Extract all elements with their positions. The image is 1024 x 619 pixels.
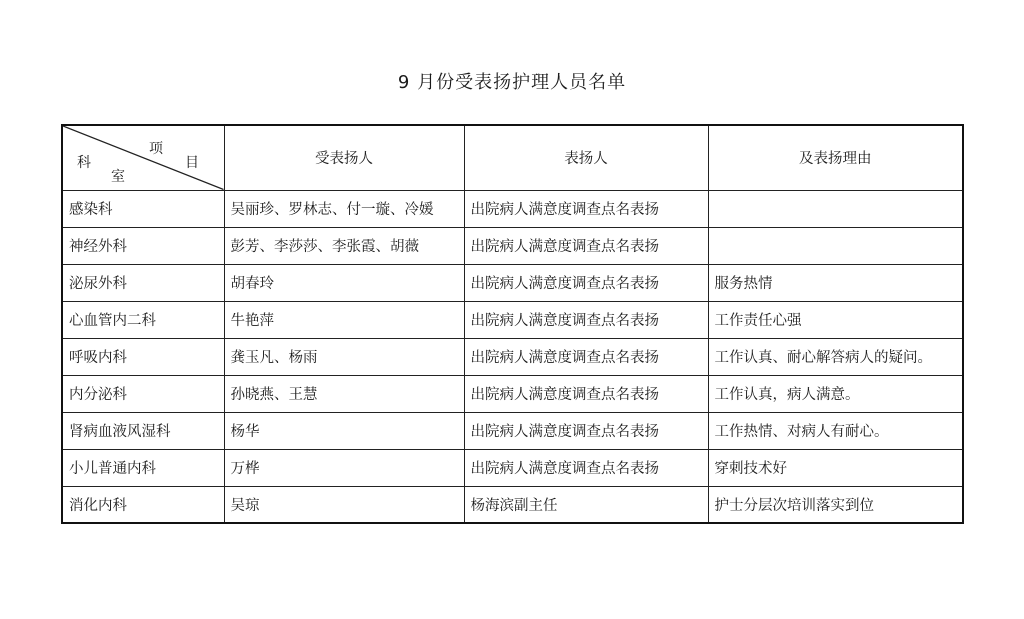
cell-praised-person: 孙晓燕、王慧 xyxy=(224,375,464,412)
table-row xyxy=(62,486,963,523)
cell-praised-person: 万桦 xyxy=(224,449,464,486)
cell-department: 泌尿外科 xyxy=(62,264,224,301)
cell-praiser: 出院病人满意度调查点名表扬 xyxy=(464,375,708,412)
corner-label-room-1: 科 xyxy=(77,155,91,171)
cell-praiser: 出院病人满意度调查点名表扬 xyxy=(464,227,708,264)
cell-department: 感染科 xyxy=(62,190,224,227)
corner-label-item-1: 项 xyxy=(149,141,163,157)
table-row xyxy=(62,301,963,338)
cell-praiser: 出院病人满意度调查点名表扬 xyxy=(464,338,708,375)
table-row xyxy=(62,338,963,375)
table-row xyxy=(62,190,963,227)
cell-praised-person: 龚玉凡、杨雨 xyxy=(224,338,464,375)
header-praiser: 表扬人 xyxy=(464,125,708,190)
cell-reason: 穿刺技术好 xyxy=(708,449,963,486)
cell-praiser: 出院病人满意度调查点名表扬 xyxy=(464,264,708,301)
cell-praised-person: 吴琼 xyxy=(224,486,464,523)
cell-department: 呼吸内科 xyxy=(62,338,224,375)
cell-reason: 工作认真、耐心解答病人的疑问。 xyxy=(708,338,963,375)
header-praised-person: 受表扬人 xyxy=(224,125,464,190)
cell-reason: 护士分层次培训落实到位 xyxy=(708,486,963,523)
cell-department: 神经外科 xyxy=(62,227,224,264)
table-row xyxy=(62,227,963,264)
cell-praised-person: 吴丽珍、罗林志、付一璇、冷媛 xyxy=(224,190,464,227)
cell-praiser: 出院病人满意度调查点名表扬 xyxy=(464,449,708,486)
cell-praiser: 出院病人满意度调查点名表扬 xyxy=(464,190,708,227)
cell-reason xyxy=(708,190,963,227)
table-row xyxy=(62,264,963,301)
cell-department: 肾病血液风湿科 xyxy=(62,412,224,449)
table-header-row xyxy=(62,125,963,190)
cell-praised-person: 牛艳萍 xyxy=(224,301,464,338)
page-title: 9 月份受表扬护理人员名单 xyxy=(397,72,627,93)
table-row xyxy=(62,375,963,412)
table-row xyxy=(62,412,963,449)
cell-praised-person: 杨华 xyxy=(224,412,464,449)
cell-department: 消化内科 xyxy=(62,486,224,523)
commendation-table xyxy=(61,124,964,524)
corner-label-room-2: 室 xyxy=(111,169,125,185)
cell-reason: 服务热情 xyxy=(708,264,963,301)
cell-department: 内分泌科 xyxy=(62,375,224,412)
table-row xyxy=(62,449,963,486)
cell-reason xyxy=(708,227,963,264)
cell-praiser: 杨海滨副主任 xyxy=(464,486,708,523)
cell-department: 小儿普通内科 xyxy=(62,449,224,486)
cell-reason: 工作责任心强 xyxy=(708,301,963,338)
cell-department: 心血管内二科 xyxy=(62,301,224,338)
cell-reason: 工作认真，病人满意。 xyxy=(708,375,963,412)
diagonal-corner-cell xyxy=(62,125,224,190)
cell-praiser: 出院病人满意度调查点名表扬 xyxy=(464,301,708,338)
cell-praised-person: 胡春玲 xyxy=(224,264,464,301)
corner-label-item-2: 目 xyxy=(185,155,199,171)
header-reason: 及表扬理由 xyxy=(708,125,963,190)
cell-praised-person: 彭芳、李莎莎、李张霞、胡薇 xyxy=(224,227,464,264)
cell-praiser: 出院病人满意度调查点名表扬 xyxy=(464,412,708,449)
cell-reason: 工作热情、对病人有耐心。 xyxy=(708,412,963,449)
